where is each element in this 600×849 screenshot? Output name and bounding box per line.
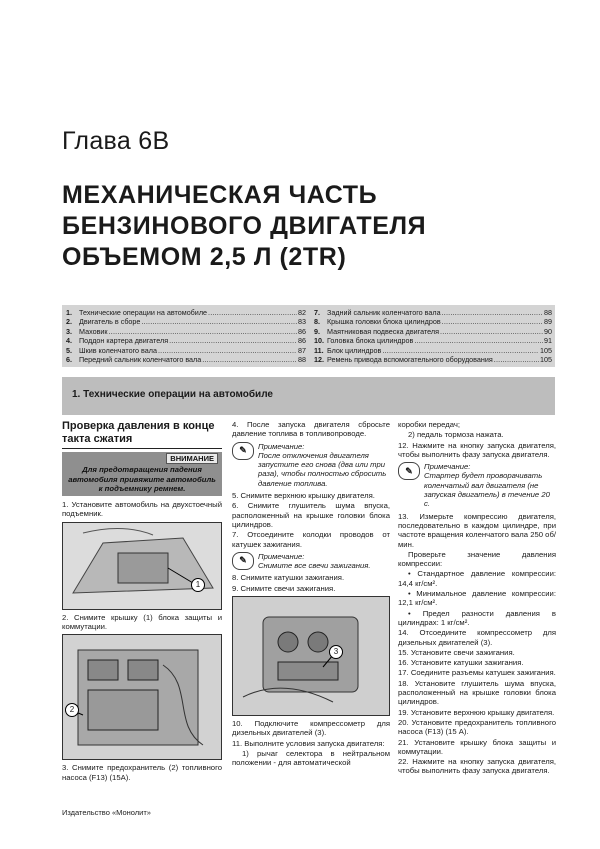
section-title: 1. Технические операции на автомобиле [72, 389, 273, 400]
warning-box [62, 452, 222, 496]
text-column-2 [232, 420, 390, 769]
step-3: 3. Снимите предохранитель (2) топливного насоса (F13) (15A). [62, 763, 222, 782]
toc-item[interactable]: 3. Маховик ..... 86 [66, 327, 306, 336]
toc-item[interactable]: 5. Шкив коленчатого вала ..... 87 [66, 346, 306, 355]
step-6: 6. Снимите глушитель шума впуска, расположенный на крышке головки блока цилиндров. [232, 501, 390, 529]
table-of-contents [62, 305, 555, 367]
step-21: 21. Установите крышку блока защиты и коммутации. [398, 737, 556, 756]
step-13: 13. Измерьте компрессию двигателя, последовательно в каждом цилиндре, при частоте вращения коленчатого вала 250 об/мин. [398, 511, 556, 549]
step-12: 12. Нажмите на кнопку запуска двигателя, чтобы выполнить фазу запуска двигателя. [398, 440, 556, 459]
publisher-footer: Издательство «Монолит» [62, 808, 151, 817]
title-line-2: БЕНЗИНОВОГО ДВИГАТЕЛЯ [62, 212, 427, 240]
note-text: После отключения двигателя запустите его снова (два или три раза), чтобы полностью сбросить давление топлива. [258, 450, 387, 488]
step-19: 19. Установите верхнюю крышку двигателя. [398, 707, 555, 717]
toc-item[interactable]: 4. Поддон картера двигателя ..... 86 [66, 336, 306, 345]
fuse-box-photo [62, 634, 222, 760]
step-4: 4. После запуска двигателя сбросьте давление топлива в топливопроводе. [232, 420, 390, 439]
toc-item[interactable]: 11. Блок цилиндров ..... 105 [314, 346, 552, 355]
callout-2: 2 [65, 703, 79, 717]
toc-item[interactable]: 8. Крышка головки блока цилиндров ..... 89 [314, 317, 552, 326]
toc-item[interactable]: 2. Двигатель в сборе ..... 83 [66, 317, 306, 326]
text-column-1 [62, 420, 222, 783]
text-column-3 [398, 420, 556, 777]
step-20: 20. Установите предохранитель топливного насоса (F13) (15 A). [398, 717, 556, 737]
step-11-b: 2) педаль тормоза нажата. [408, 430, 504, 440]
step-9: 9. Снимите свечи зажигания. [232, 583, 336, 593]
note-heading: Примечание: [258, 441, 305, 451]
note-icon: ✎ [232, 442, 254, 460]
callout-3: 3 [329, 645, 343, 659]
step-17: 17. Соедините разъемы катушек зажигания. [398, 668, 556, 678]
note-text: Снимите все свечи зажигания. [258, 561, 371, 571]
title-line-1: МЕХАНИЧЕСКАЯ ЧАСТЬ [62, 181, 378, 209]
chapter-label: Глава 6В [62, 127, 170, 155]
step-2: 2. Снимите крышку (1) блока защиты и коммутации. [62, 612, 222, 632]
step-14: 14. Отсоедините компрессометр для дизельных двигателей (3). [398, 628, 556, 647]
note-1 [232, 442, 390, 488]
section-header [62, 377, 555, 415]
step-16: 16. Установите катушки зажигания. [398, 658, 524, 668]
note-3 [398, 462, 556, 508]
warning-text: Для предотвращения падения автомобиля привяжите автомобиль к подъемнику ремнем. [68, 465, 216, 493]
page-title [62, 180, 562, 273]
note-icon: ✎ [232, 552, 254, 570]
subsection-heading: Проверка давления в конце такта сжатия [62, 420, 222, 449]
pressure-difference: • Предел разности давления в цилиндрах: 1 кг/см². [398, 608, 556, 627]
note-heading: Примечание: [424, 462, 471, 472]
note-heading: Примечание: [258, 551, 305, 561]
note-text: Стартер будет проворачивать коленчатый вал двигателя (не запуская двигатель) в течение 20 с. [424, 471, 550, 509]
step-22: 22. Нажмите на кнопку запуска двигателя, чтобы выполнить фазу запуска двигателя. [398, 757, 556, 776]
toc-item[interactable]: 10. Головка блока цилиндров ..... 91 [314, 336, 552, 345]
note-2 [232, 552, 390, 571]
standard-pressure: • Стандартное давление компрессии: 14,4 кг/см². [398, 569, 556, 588]
toc-column-right [314, 308, 552, 364]
step-18: 18. Установите глушитель шума впуска, расположенный на крышке головки блока цилиндров. [398, 678, 556, 707]
callout-1: 1 [191, 578, 205, 592]
step-11-cont: коробки передач; [398, 420, 461, 429]
engine-illustration [233, 597, 390, 715]
toc-item[interactable]: 7. Задний сальник коленчатого вала ..... 88 [314, 308, 552, 317]
lift-photo [62, 522, 222, 610]
note-icon: ✎ [398, 462, 420, 480]
lift-illustration [63, 523, 222, 609]
title-line-3: ОБЪЕМОМ 2,5 Л (2TR) [62, 243, 347, 271]
toc-item[interactable]: 1. Технические операции на автомобиле ..... 82 [66, 308, 306, 317]
step-10: 10. Подключите компрессометр для дизельных двигателей (3). [232, 719, 390, 738]
toc-item[interactable]: 12. Ремень привода вспомогательного оборудования ..... 105 [314, 355, 552, 364]
step-15: 15. Установите свечи зажигания. [398, 647, 515, 657]
check-text: Проверьте значение давления компрессии: [398, 549, 556, 569]
step-11: 11. Выполните условия запуска двигателя: [232, 738, 385, 748]
toc-item[interactable]: 6. Передний сальник коленчатого вала ..... 88 [66, 355, 306, 364]
step-1: 1. Установите автомобиль на двухстоечный подъемник. [62, 500, 222, 519]
engine-photo [232, 596, 390, 716]
toc-item[interactable]: 9. Маятниковая подвеска двигателя ..... 90 [314, 327, 552, 336]
toc-column-left [66, 308, 306, 364]
step-7: 7. Отсоедините колодки проводов от катушек зажигания. [232, 530, 390, 549]
minimum-pressure: • Минимальное давление компрессии: 12,1 кг/см². [398, 589, 556, 608]
step-8: 8. Снимите катушки зажигания. [232, 573, 345, 583]
step-5: 5. Снимите верхнюю крышку двигателя. [232, 491, 375, 501]
warning-label: ВНИМАНИЕ [166, 453, 218, 464]
step-11-a: 1) рычаг селектора в нейтральном положении - для автоматической [232, 748, 390, 768]
fuse-box-illustration [63, 635, 222, 759]
